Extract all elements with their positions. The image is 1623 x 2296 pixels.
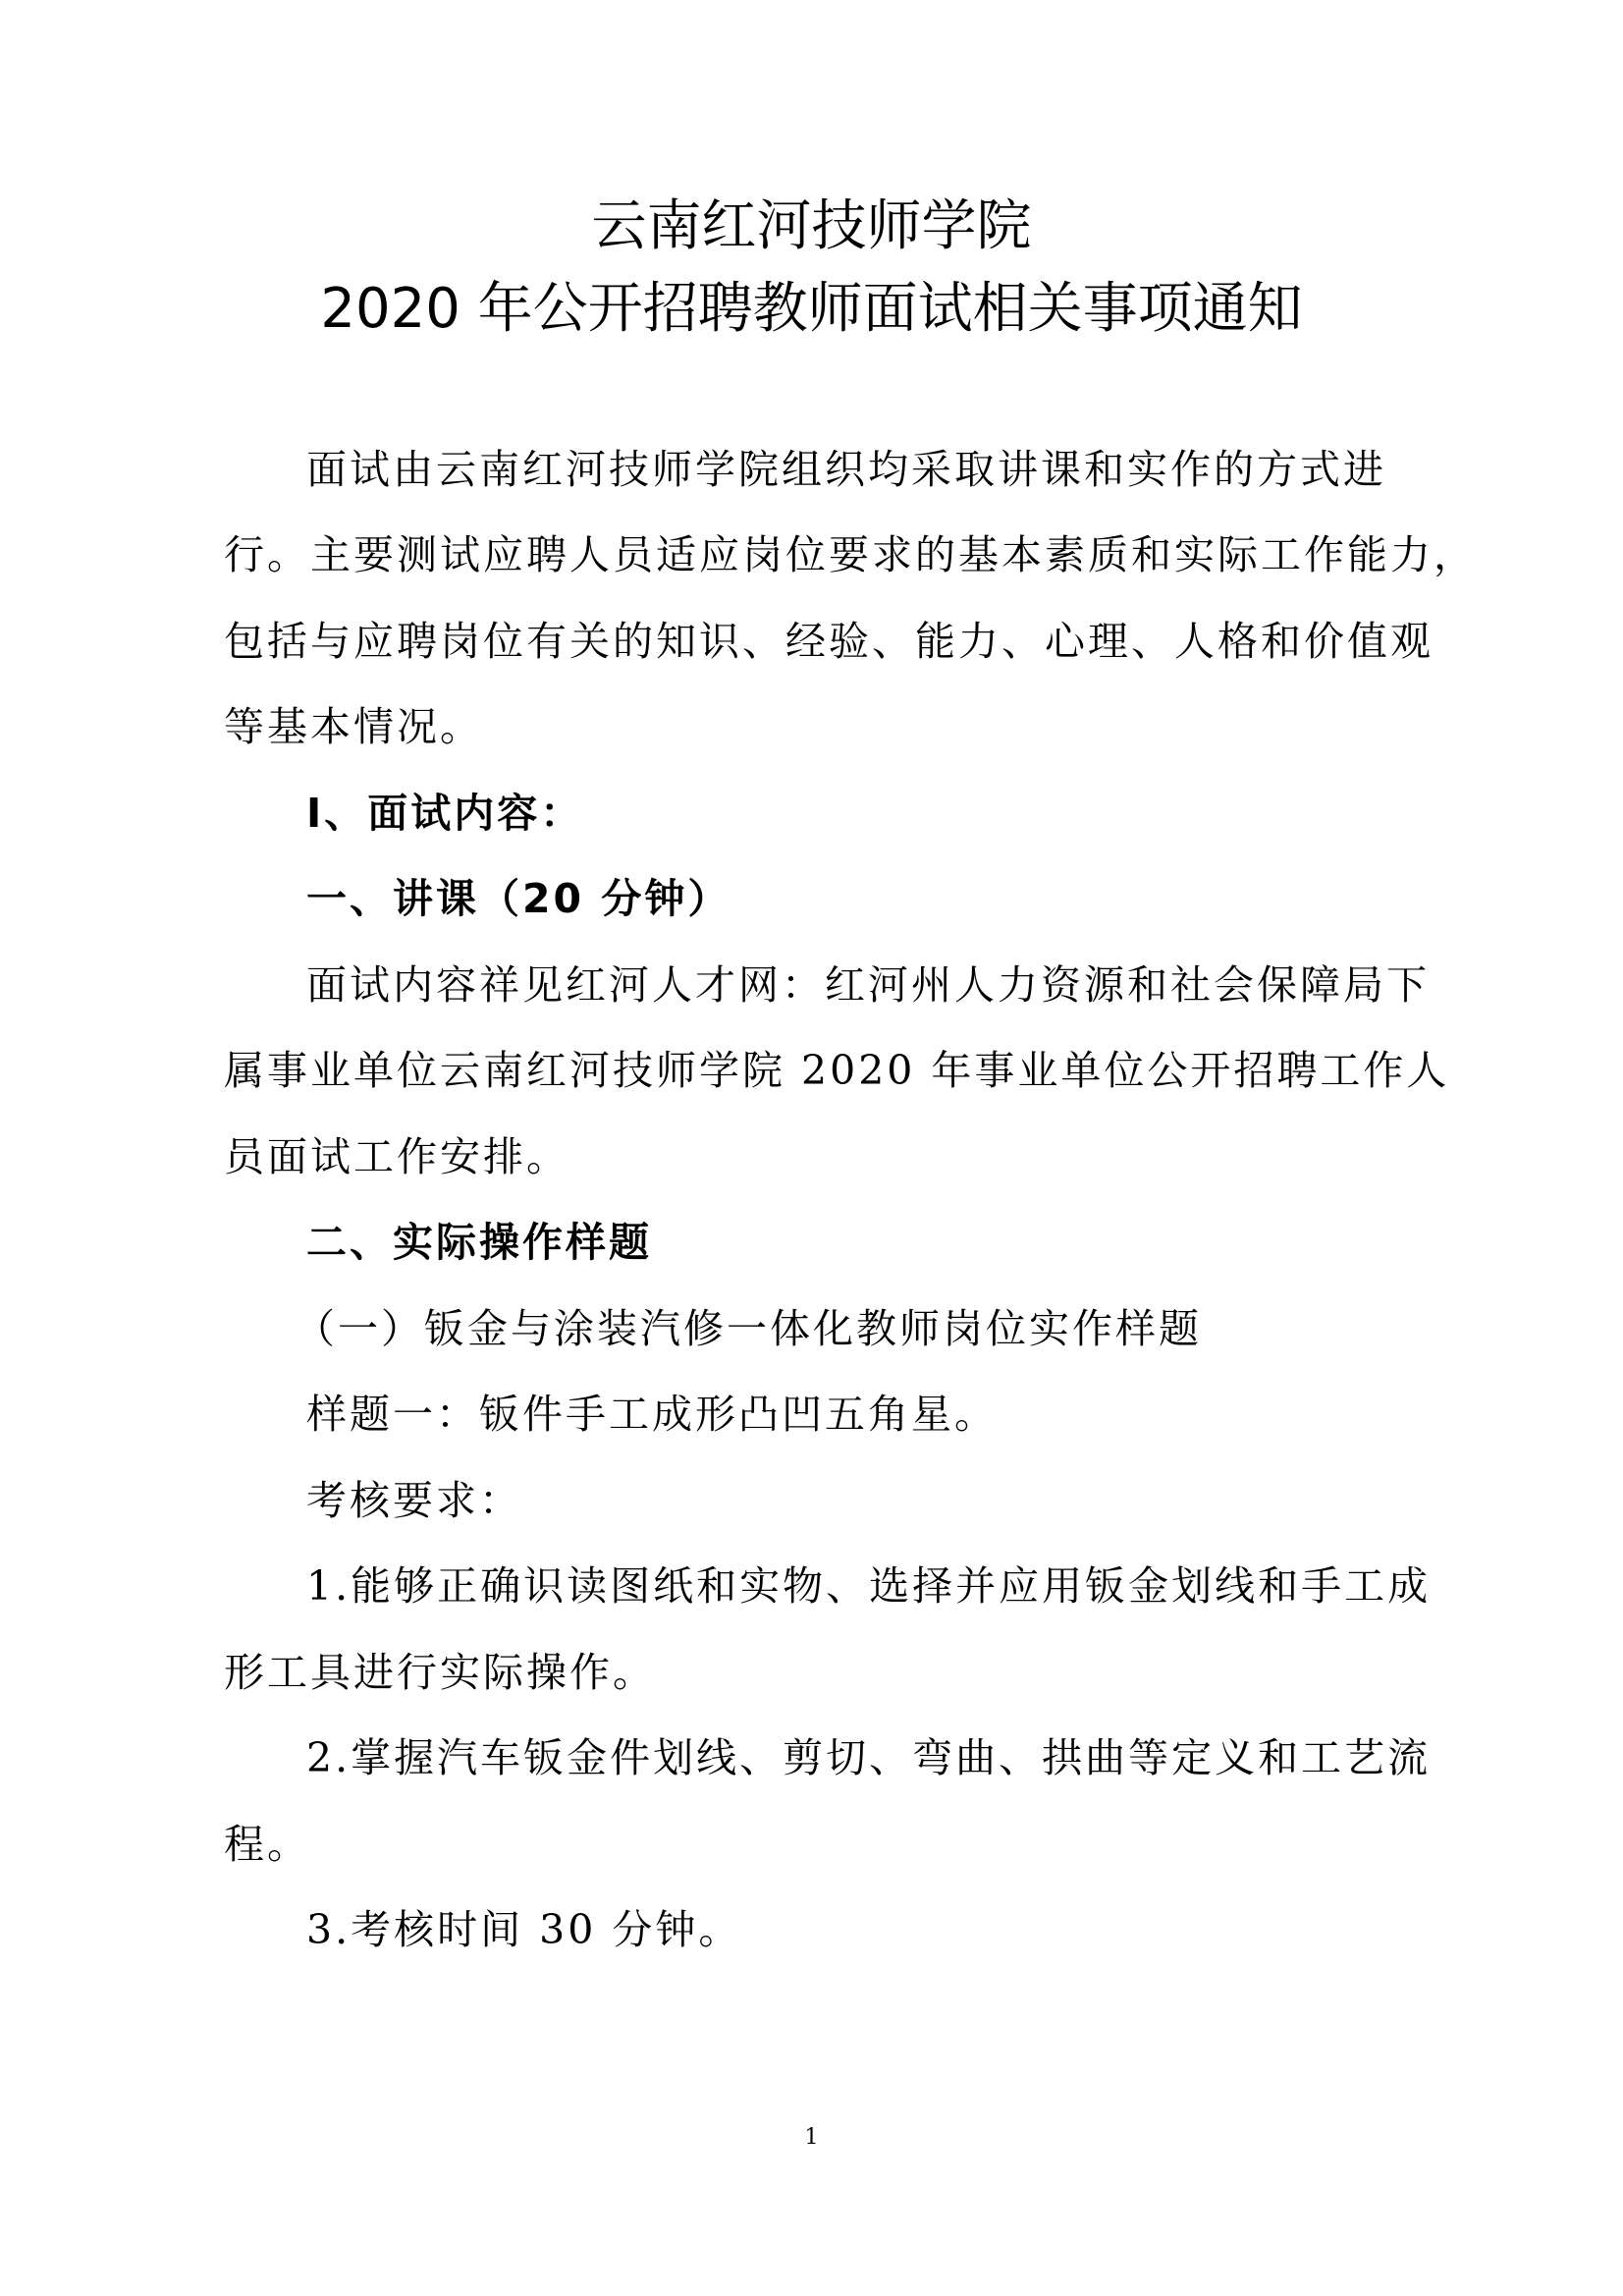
heading-lecture: 一、讲课（20 分钟） [306, 875, 731, 922]
sample-one: 样题一：钣件手工成形凸凹五角星。 [306, 1391, 998, 1438]
intro-line-2: 行。主要测试应聘人员适应岗位要求的基本素质和实际工作能力， [224, 531, 1477, 578]
requirement-1-line-1: 1.能够正确识读图纸和实物、选择并应用钣金划线和手工成 [306, 1562, 1432, 1610]
lecture-line-2: 属事业单位云南红河技师学院 2020 年事业单位公开招聘工作人 [224, 1047, 1450, 1094]
lecture-line-1: 面试内容祥见红河人才网：红河州人力资源和社会保障局下 [306, 961, 1430, 1009]
document-title-line-1: 云南红河技师学院 [591, 194, 1032, 258]
section-heading-interview-content: Ⅰ、面试内容： [306, 790, 584, 837]
subheading-sheet-metal-position: （一）钣金与涂装汽修一体化教师岗位实作样题 [295, 1305, 1202, 1352]
requirement-2-line-2: 程。 [224, 1821, 310, 1868]
requirement-1-line-2: 形工具进行实际操作。 [224, 1649, 656, 1696]
requirement-2-line-1: 2.掌握汽车钣金件划线、剪切、弯曲、拱曲等定义和工艺流 [306, 1734, 1432, 1781]
intro-line-4: 等基本情况。 [224, 703, 483, 750]
page-number: 1 [804, 2125, 819, 2150]
heading-practical-samples: 二、实际操作样题 [306, 1219, 652, 1266]
requirement-3: 3.考核时间 30 分钟。 [306, 1906, 742, 1953]
intro-line-1: 面试由云南红河技师学院组织均采取讲课和实作的方式进 [306, 446, 1386, 493]
requirements-label: 考核要求： [306, 1477, 522, 1524]
document-title-line-2: 2020 年公开招聘教师面试相关事项通知 [320, 277, 1303, 341]
intro-line-3: 包括与应聘岗位有关的知识、经验、能力、心理、人格和价值观 [224, 618, 1434, 665]
lecture-line-3: 员面试工作安排。 [224, 1133, 569, 1180]
